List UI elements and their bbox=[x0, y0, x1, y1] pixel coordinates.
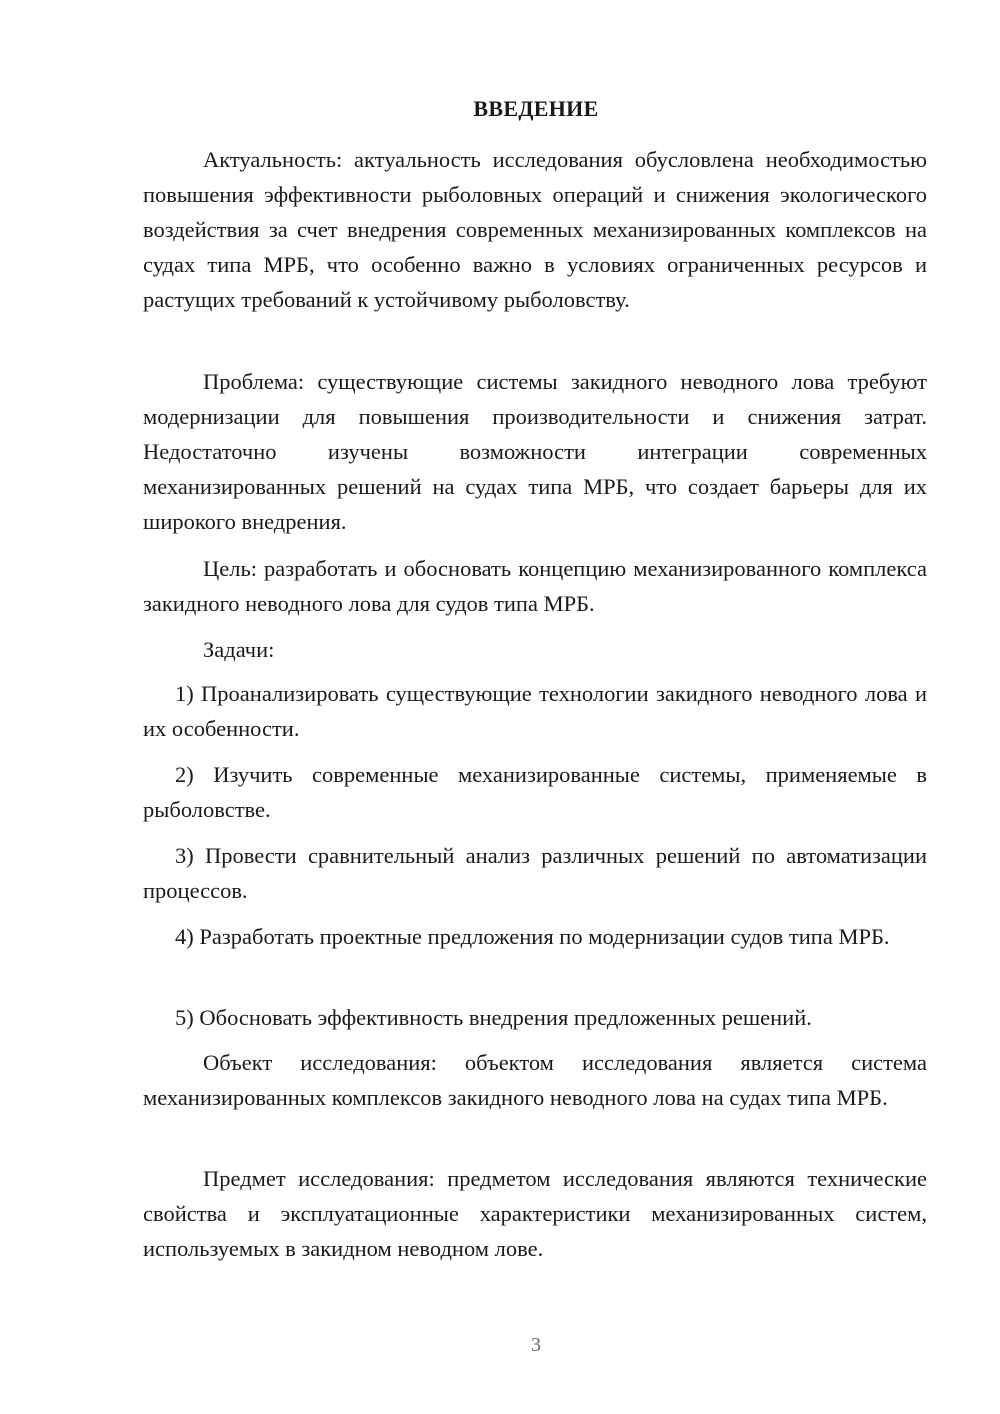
section-title: ВВЕДЕНИЕ bbox=[473, 96, 599, 121]
paragraph-relevance: Актуальность: актуальность исследования обусловлена необходимостью повышения эффективности рыболовных операций и снижения экологического воздействия за счет внедрения современных механизированных комплексов на судах типа МРБ, что особенно важно в условиях ограниченных ресурсов и растущих требований к устойчивому рыболовству. bbox=[143, 147, 927, 312]
tasks-heading: Задачи: bbox=[203, 637, 275, 662]
paragraph-problem: Проблема: существующие системы закидного неводного лова требуют модернизации для повышения производительности и снижения затрат. Недостаточно изучены возможности интеграции современных механизированных решений на судах типа МРБ, что создает барьеры для их широкого внедрения. bbox=[143, 369, 927, 534]
task-item-4: 4) Разработать проектные предложения по модернизации судов типа МРБ. bbox=[175, 924, 890, 949]
task-item-2: 2) Изучить современные механизированные системы, применяемые в рыболовстве. bbox=[143, 762, 927, 822]
paragraph-subject: Предмет исследования: предметом исследования являются технические свойства и эксплуатационные характеристики механизированных систем, используемых в закидном неводном лове. bbox=[143, 1166, 927, 1261]
paragraph-goal: Цель: разработать и обосновать концепцию механизированного комплекса закидного неводного лова для судов типа МРБ. bbox=[143, 556, 927, 616]
task-item-3: 3) Провести сравнительный анализ различных решений по автоматизации процессов. bbox=[143, 843, 927, 903]
task-item-1: 1) Проанализировать существующие технологии закидного неводного лова и их особенности. bbox=[143, 681, 927, 741]
page-number: 3 bbox=[531, 1334, 541, 1356]
task-item-5: 5) Обосновать эффективность внедрения предложенных решений. bbox=[175, 1005, 812, 1030]
paragraph-object: Объект исследования: объектом исследования является система механизированных комплексов закидного неводного лова на судах типа МРБ. bbox=[143, 1050, 927, 1110]
